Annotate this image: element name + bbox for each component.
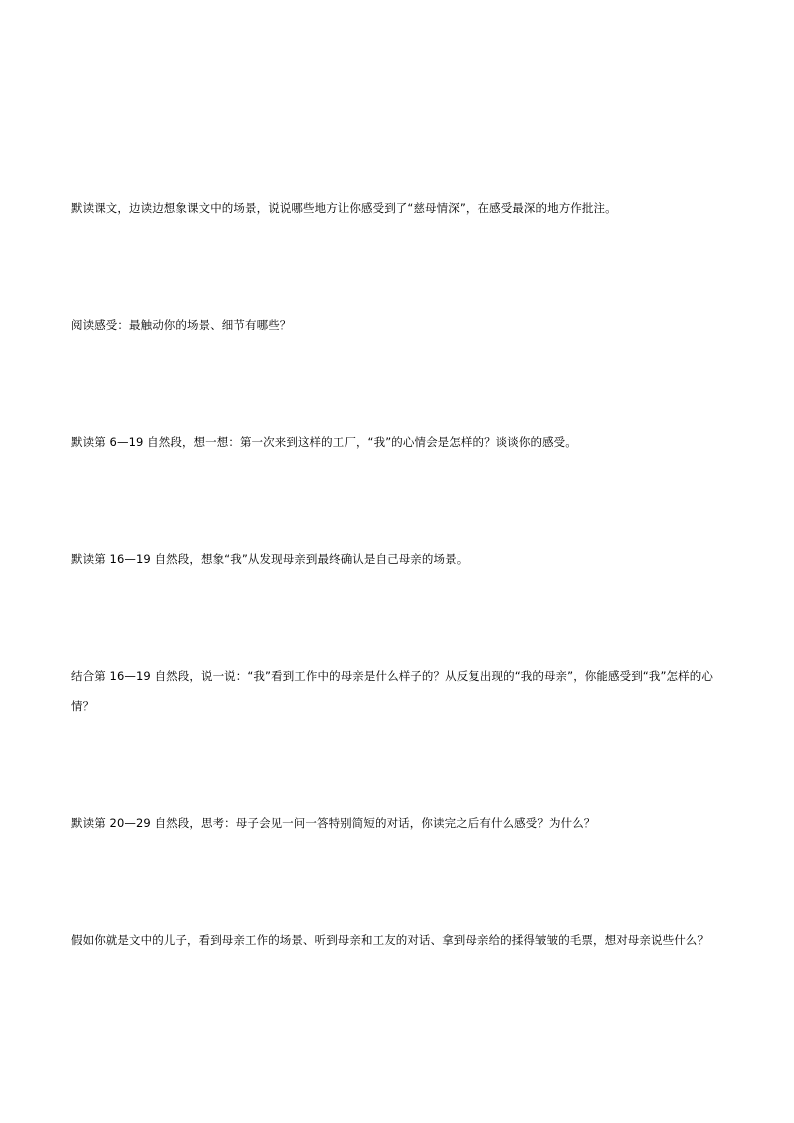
question-2: 阅读感受：最触动你的场景、细节有哪些？ — [71, 318, 292, 332]
question-6: 默读第 20—29 自然段，思考：母子会见一问一答特别简短的对话，你读完之后有什么感受？为什么？ — [71, 816, 596, 830]
question-7: 假如你就是文中的儿子，看到母亲工作的场景、听到母亲和工友的对话、拿到母亲给的揉得皱皱的毛票，想对母亲说些什么？ — [71, 933, 709, 947]
question-4: 默读第 16—19 自然段，想象“我”从发现母亲到最终确认是自己母亲的场景。 — [71, 552, 469, 566]
question-5: 结合第 16—19 自然段，说一说：“我”看到工作中的母亲是什么样子的？从反复出现的“我的母亲”，你能感受到“我”怎样的心情？ — [71, 669, 713, 713]
question-3: 默读第 6—19 自然段，想一想：第一次来到这样的工厂，“我”的心情会是怎样的？谈谈你的感受。 — [71, 435, 577, 449]
question-1: 默读课文，边读边想象课文中的场景，说说哪些地方让你感受到了“慈母情深”，在感受最深的地方作批注。 — [71, 201, 617, 215]
